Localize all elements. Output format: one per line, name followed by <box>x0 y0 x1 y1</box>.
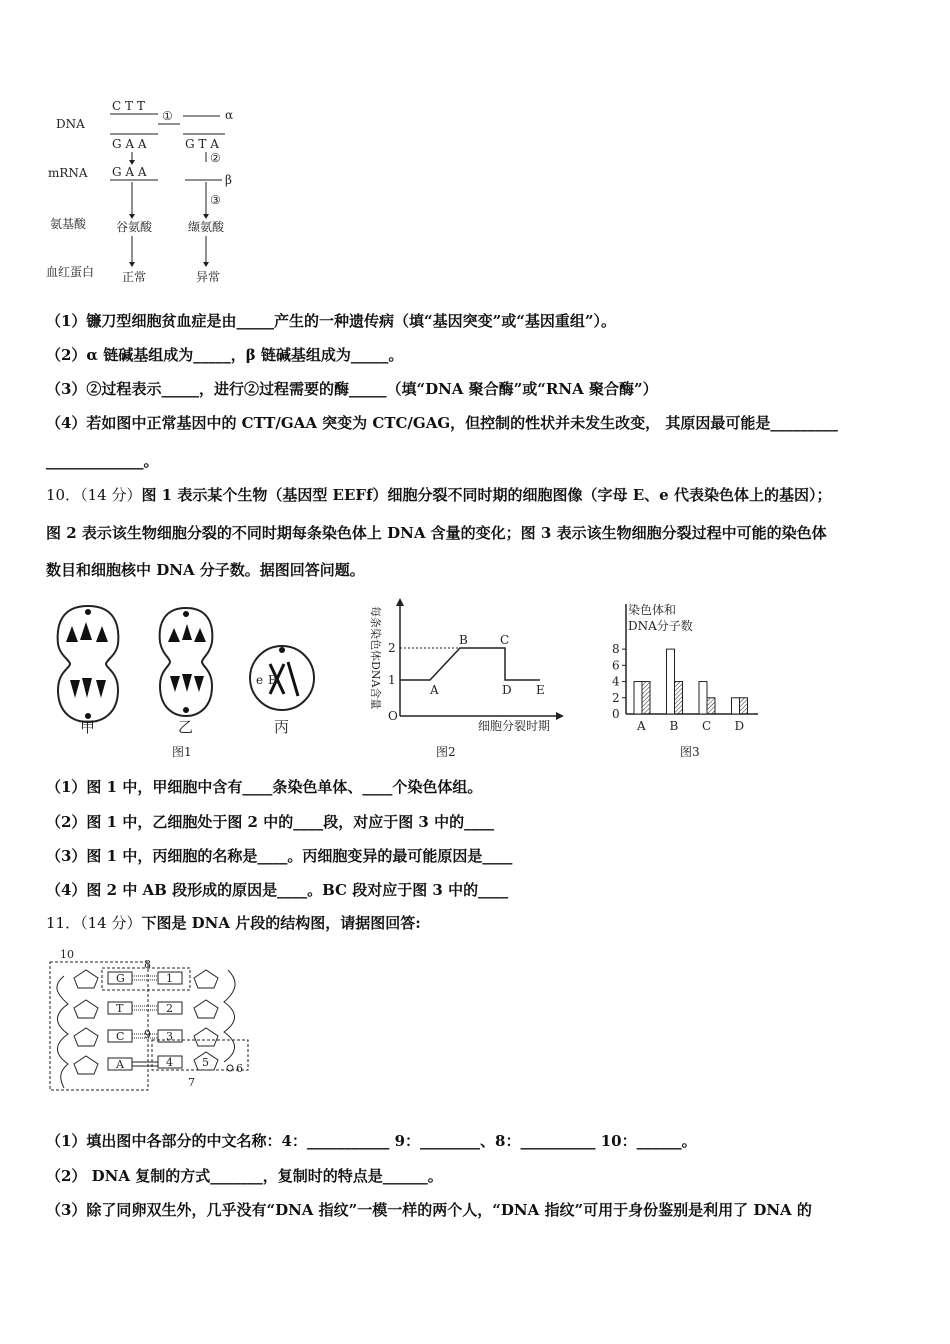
fig3-bar-D-chromosome <box>732 698 740 714</box>
fig3-category-label: B <box>669 719 679 733</box>
fig2-point-E: E <box>536 683 545 697</box>
left-base-1: G <box>116 972 125 985</box>
label-5: 5 <box>202 1056 209 1069</box>
q10-part1: （1）图 1 中，甲细胞中含有____条染色单体、____个染色体组。 <box>46 778 483 796</box>
fig2-ytick-2: 2 <box>388 641 396 655</box>
q10-number: 10． <box>46 486 81 504</box>
fig2-xlabel: 细胞分裂时期 <box>478 719 551 733</box>
fig3-ytick: 8 <box>612 642 620 657</box>
row-label-mrna: mRNA <box>48 166 88 180</box>
fig2-ylabel: 每条染色体DNA含量 <box>369 606 382 710</box>
left-base-4: A <box>116 1058 124 1071</box>
row-label-hemoglobin: 血红蛋白 <box>46 265 95 279</box>
right-base-4: 4 <box>166 1056 173 1069</box>
q10-part3: （3）图 1 中，丙细胞的名称是____。丙细胞变异的最可能原因是____ <box>46 847 513 865</box>
fig2-ytick-1: 1 <box>388 673 396 687</box>
left-base-3: C <box>116 1030 125 1043</box>
q10-part4: （4）图 2 中 AB 段形成的原因是____。BC 段对应于图 3 中的____ <box>46 881 509 899</box>
q11-number: 11． <box>46 914 81 932</box>
right-base-1: 1 <box>166 972 173 985</box>
fig1-title: 图1 <box>172 745 192 759</box>
q10-intro-line3: 数目和细胞核中 DNA 分子数。据图回答问题。 <box>46 561 365 579</box>
alpha-label: α <box>225 108 234 122</box>
q10-part2: （2）图 1 中，乙细胞处于图 2 中的____段，对应于图 3 中的____ <box>46 813 495 831</box>
base-pair-row <box>74 1052 233 1074</box>
fig3-bar-A-dna <box>642 682 650 714</box>
fig2-point-A: A <box>430 683 439 697</box>
hb-mutant: 异常 <box>196 270 221 284</box>
cell-bing <box>250 646 314 710</box>
step-1-label: ① <box>162 109 173 123</box>
q10-intro1: 图 1 表示某个生物（基因型 EEFf）细胞分裂不同时期的细胞图像（字母 E、e 代表染色体上的基因）； <box>141 486 832 504</box>
row-label-amino-acid: 氨基酸 <box>50 217 87 231</box>
left-base-2: T <box>116 1002 124 1015</box>
q11-intro: 下图是 DNA 片段的结构图，请据图回答: <box>141 914 421 932</box>
fig3-ytick: 2 <box>612 690 620 705</box>
q10-intro-line1 <box>46 485 831 505</box>
mutant-seq: G T A <box>185 137 219 151</box>
q11-intro-line <box>46 913 421 933</box>
figure-2-line-chart <box>350 596 580 766</box>
right-base-2: 2 <box>166 1002 173 1015</box>
aa-mutant: 缬氨酸 <box>188 220 225 234</box>
step-3-label: ③ <box>210 193 221 207</box>
q11-part2: （2） DNA 复制的方式_______，复制时的特点是______。 <box>46 1167 443 1185</box>
q9-part1: （1）镰刀型细胞贫血症是由_____产生的一种遗传病（填“基因突变”或“基因重组”）。 <box>46 312 616 330</box>
aa-normal: 谷氨酸 <box>116 220 153 234</box>
q10-score: （14 分） <box>80 486 142 504</box>
beta-label: β <box>225 173 232 187</box>
label-8: 8 <box>144 958 151 971</box>
fig2-point-B: B <box>459 633 468 647</box>
q9-part3: （3）②过程表示_____，进行②过程需要的酶_____（填“DNA 聚合酶”或“RNA 聚合酶”） <box>46 380 658 398</box>
cell-label-yi: 乙 <box>178 718 194 736</box>
fig3-bar-A-chromosome <box>634 682 642 714</box>
label-6: 6 <box>236 1062 243 1075</box>
fig3-title: 图3 <box>680 745 700 759</box>
q10-intro-line2: 图 2 表示该生物细胞分裂的不同时期每条染色体上 DNA 含量的变化；图 3 表示该生物细胞分裂过程中可能的染色体 <box>46 524 827 542</box>
label-7: 7 <box>188 1076 195 1089</box>
q9-part2: （2）α 链碱基组成为_____，β 链碱基组成为_____。 <box>46 346 404 364</box>
fig3-category-label: D <box>734 719 745 733</box>
fig3-category-label: C <box>702 719 712 733</box>
fig2-origin: O <box>388 709 398 723</box>
q11-part3: （3）除了同卵双生外，几乎没有“DNA 指纹”一模一样的两个人，“DNA 指纹”可用于身份鉴别是利用了 DNA 的 <box>46 1201 812 1219</box>
fig2-point-D: D <box>502 683 512 697</box>
dna-structure-diagram <box>44 948 264 1096</box>
right-base-3: 3 <box>166 1030 173 1043</box>
fig3-category-label: A <box>637 719 646 733</box>
fig3-bar-B-dna <box>675 682 683 714</box>
q9-part4a: （4）若如图中正常基因中的 CTT/GAA 突变为 CTC/GAG，但控制的性状并未发生改变， 其原因最可能是_________ <box>46 414 838 432</box>
fig2-point-C: C <box>500 633 510 647</box>
fig3-ytick: 0 <box>612 707 620 721</box>
q11-score: （14 分） <box>80 914 142 932</box>
gene-e-label: e <box>256 673 264 687</box>
dna-bottom-seq: G A A <box>112 137 147 151</box>
label-9: 9 <box>144 1028 151 1041</box>
cell-jia <box>58 606 119 722</box>
cell-yi <box>160 608 213 716</box>
fig3-legend-line2: DNA分子数 <box>628 619 693 633</box>
fig3-bar-D-dna <box>740 698 748 714</box>
step-2-label: ② <box>210 151 221 165</box>
base-pair-row <box>74 1000 218 1018</box>
hb-normal: 正常 <box>122 270 147 284</box>
q11-part1: （1）填出图中各部分的中文名称：4：___________ 9：________、8：__________ 10：______。 <box>46 1132 697 1150</box>
gene-E-label: E <box>268 673 277 687</box>
fig3-ytick: 4 <box>612 674 620 689</box>
dna-mutation-diagram <box>40 92 260 292</box>
fig3-legend-line1: 染色体和 <box>628 603 677 617</box>
cell-label-bing: 丙 <box>274 718 290 736</box>
dna-top-seq: C T T <box>112 99 145 113</box>
cell-label-jia: 甲 <box>80 718 96 736</box>
figure-3-bar-chart <box>600 596 770 766</box>
fig2-title: 图2 <box>436 745 456 759</box>
fig3-ytick: 6 <box>612 658 620 673</box>
q9-part4b: _____________。 <box>46 452 159 470</box>
label-10: 10 <box>60 948 74 961</box>
fig3-bar-C-dna <box>707 698 715 714</box>
figure-1-cells <box>48 598 328 763</box>
mrna-seq: G A A <box>112 165 147 179</box>
fig3-bar-C-chromosome <box>699 682 707 714</box>
fig3-bar-B-chromosome <box>667 649 675 714</box>
row-label-dna: DNA <box>56 117 85 131</box>
base-pair-row <box>74 970 218 988</box>
